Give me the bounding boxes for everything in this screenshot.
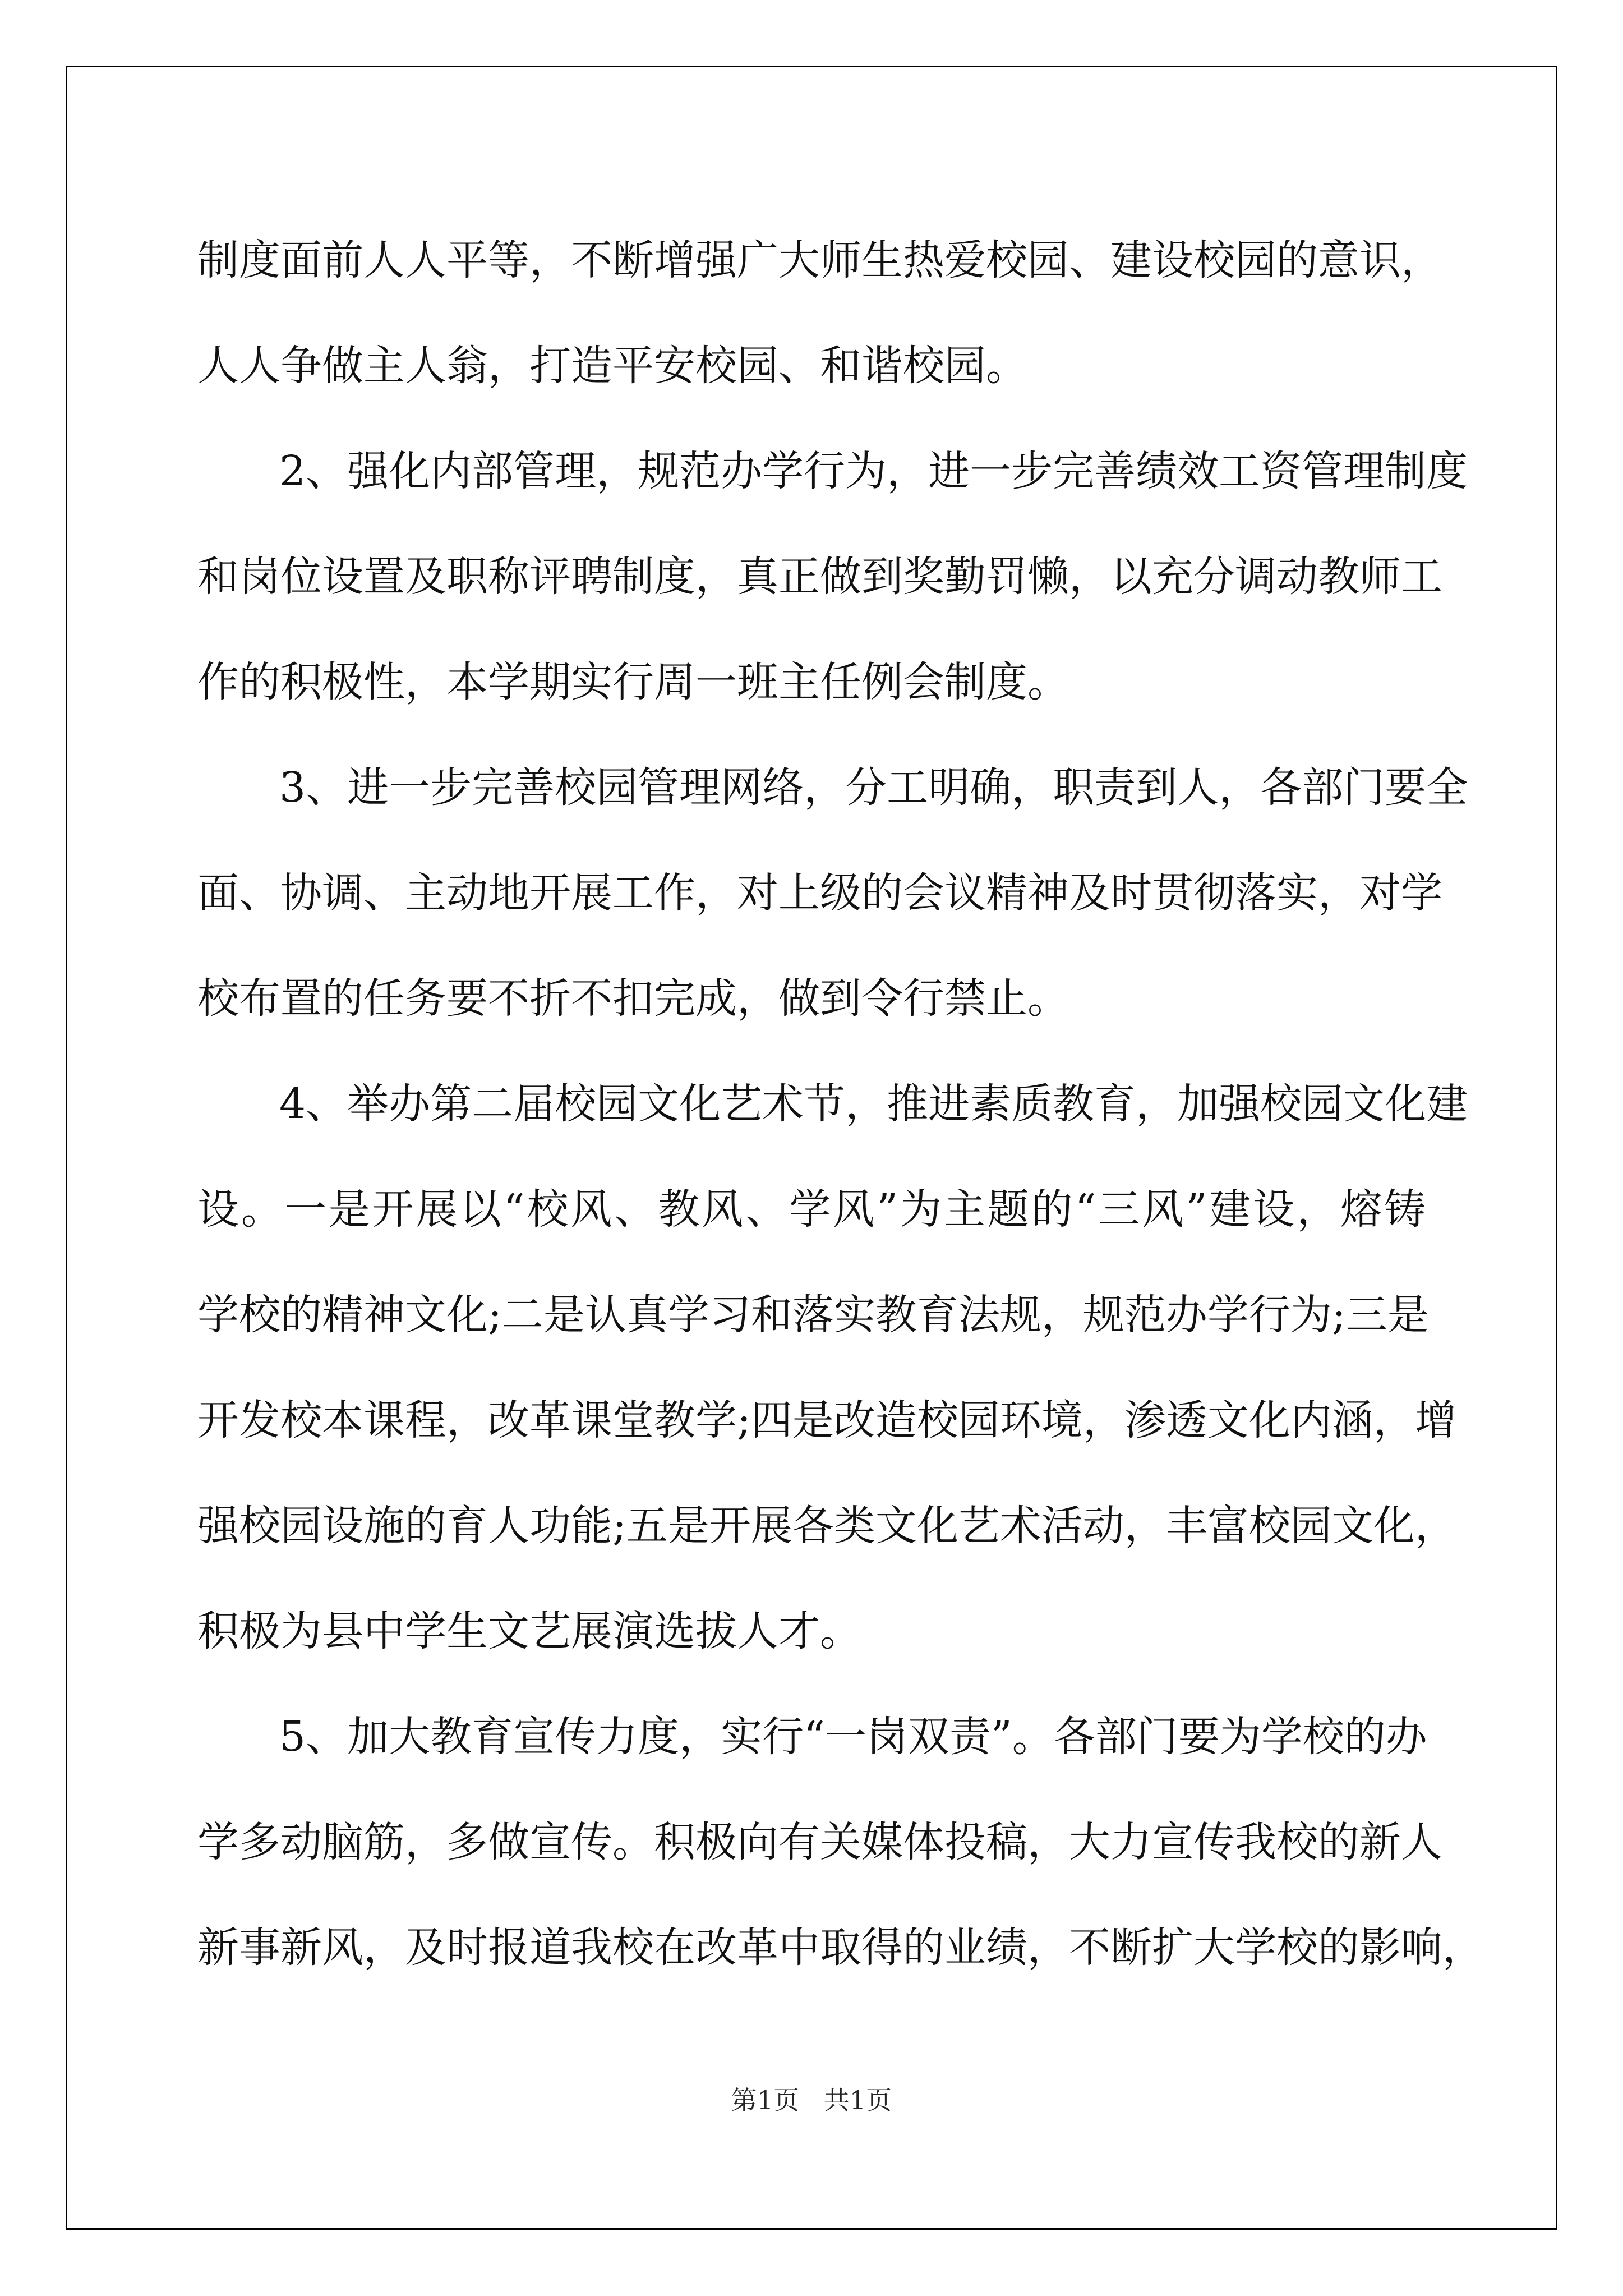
- text-line: 学校的精神文化;二是认真学习和落实教育法规，规范办学行为;三是: [197, 1291, 1429, 1339]
- text-line: 校布置的任务要不折不扣完成，做到令行禁止。: [197, 974, 1069, 1023]
- paragraph-4-start: 4、举办第二届校园文化艺术节，推进素质教育，加强校园文化建: [279, 1080, 1468, 1128]
- text-line: 面、协调、主动地开展工作，对上级的会议精神及时贯彻落实，对学: [197, 869, 1442, 917]
- text-line: 人人争做主人翁，打造平安校园、和谐校园。: [197, 342, 1027, 390]
- text-line: 开发校本课程，改革课堂教学;四是改造校园环境，渗透文化内涵，增: [197, 1396, 1456, 1444]
- text-line: 和岗位设置及职称评聘制度，真正做到奖勤罚懒，以充分调动教师工: [197, 553, 1442, 601]
- text-line: 新事新风，及时报道我校在改革中取得的业绩，不断扩大学校的影响，: [197, 1924, 1484, 1972]
- text-line: 制度面前人人平等，不断增强广大师生热爱校园、建设校园的意识，: [197, 236, 1442, 284]
- document-body: [197, 208, 1484, 2000]
- paragraph-5-start: 5、加大教育宣传力度，实行“一岗双责”。各部门要为学校的办: [279, 1713, 1427, 1761]
- text-line: 强校园设施的育人功能;五是开展各类文化艺术活动，丰富校园文化，: [197, 1502, 1456, 1550]
- paragraph-3-start: 3、进一步完善校园管理网络，分工明确，职责到人，各部门要全: [279, 763, 1468, 812]
- paragraph-2-start: 2、强化内部管理，规范办学行为，进一步完善绩效工资管理制度: [279, 447, 1468, 495]
- text-line: 作的积极性，本学期实行周一班主任例会制度。: [197, 658, 1069, 706]
- text-line: 学多动脑筋，多做宣传。积极向有关媒体投稿，大力宣传我校的新人: [197, 1818, 1442, 1866]
- page-footer: 第1页 共1页: [731, 2085, 892, 2115]
- text-line: 设。一是开展以“校风、教风、学风”为主题的“三风”建设，熔铸: [197, 1185, 1426, 1234]
- text-line: 积极为县中学生文艺展演选拔人才。: [197, 1607, 861, 1655]
